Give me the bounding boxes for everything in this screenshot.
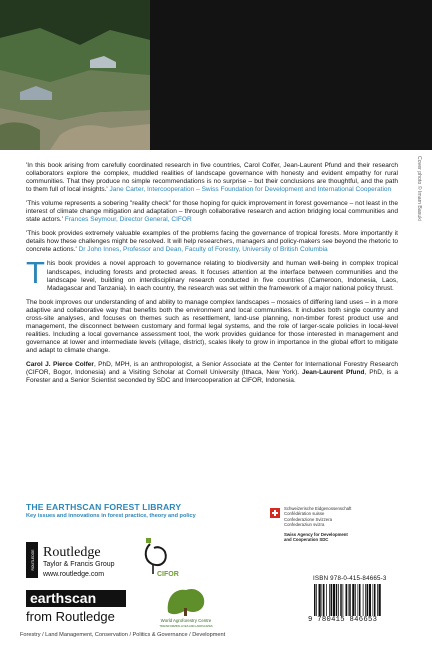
barcode-bar xyxy=(374,584,376,616)
description-lead xyxy=(26,255,398,292)
quote-2-attribution: Frances Seymour, Director General, CIFOR xyxy=(62,216,192,224)
author-1-name: Carol J. Pierce Colfer xyxy=(26,360,94,368)
barcode-bar xyxy=(323,584,325,616)
barcode xyxy=(312,584,400,618)
routledge-url: www.routledge.com xyxy=(43,571,105,578)
icraf-name: World Agroforestry Centre xyxy=(160,618,212,623)
photo-credit xyxy=(414,156,424,306)
earthscan-logo xyxy=(26,590,126,624)
barcode-bar xyxy=(365,584,366,616)
routledge-logo xyxy=(26,542,115,578)
barcode-bar xyxy=(367,584,369,616)
cover-photo xyxy=(0,0,150,150)
barcode-bar xyxy=(340,584,342,616)
swiss-line-3: Confederazione Svizzera xyxy=(284,516,333,522)
barcode-bar xyxy=(316,584,317,616)
author-2-name: Jean-Laurent Pfund xyxy=(301,369,365,377)
barcode-bar xyxy=(358,584,359,616)
barcode-bar xyxy=(355,584,356,616)
barcode-number: 9 780415 846653 xyxy=(308,616,378,624)
icraf-tagline: TRANSFORMING LIVES AND LANDSCAPES xyxy=(159,625,213,628)
barcode-bar xyxy=(343,584,344,616)
author-bios xyxy=(26,361,398,385)
quote-3-text: 'This book provides extremely valuable examples of the problems facing the governance of tropical forests. More importantly it details how these challenges might be resolved. It will help researchers, managers and policy-makers see beyond the rhetoric to concrete actions.' xyxy=(26,230,398,254)
isbn: ISBN 978-0-415-84665-3 xyxy=(313,575,387,582)
swiss-languages xyxy=(284,506,351,528)
earthscan-name: earthscan xyxy=(30,590,97,606)
quote-3-attribution: Dr John Innes, Professor and Dean, Faculty of Forestry, University of British Columbia xyxy=(76,246,328,254)
swiss-agency xyxy=(284,532,348,543)
swiss-flag-icon xyxy=(270,508,280,518)
barcode-bar xyxy=(348,584,349,616)
quote-1-text: 'In this book arising from carefully coordinated research in five countries, Carol Colfer, Jean-Laurent Pfund and their research collaborators explore the complex, muddled realities of landscape governance with honesty and evident empathy for rural communities. That they produce no simple recommendations is no surprise – but their conclusions are thoughtful, and the path to them full of local insights.' xyxy=(26,162,398,194)
barcode-bar xyxy=(319,584,321,616)
quote-1 xyxy=(26,162,398,194)
barcode-bar xyxy=(352,584,354,616)
barcode-bar xyxy=(333,584,335,616)
quote-2-text: 'This volume represents a sobering "reality check" for those hoping for quick improvement in forest governance – not least in the interest of climate change mitigation and adaptation – through collaborative research and action bridging local communities and state actors.' xyxy=(26,200,398,224)
swiss-line-1: Schweizerische Eidgenossenschaft xyxy=(284,506,352,511)
series-block xyxy=(26,502,226,519)
swiss-agency-line-2: and Cooperation SDC xyxy=(284,537,329,543)
routledge-name: Routledge xyxy=(43,545,101,560)
description-para-2: The book improves our understanding of and ability to manage complex landscapes – mosaics of differing land uses – in a more adaptive and collaborative way that benefits both the environment and local communities. It includes both single country and cross-site analyses, and focuses on themes such as resettlement, land-use planning, non-timber forest product use and management, the disconnect between customary and formal legal systems, and the role of larger-scale policies in local-level realities. Including a local governance assessment tool, the work provides guidance for those interested in management and governance at lower and intermediate levels (village, district), scales likely to grow in importance in the global effort to mitigate and adapt to climate change. xyxy=(26,298,398,354)
author-2-bio: , PhD, is a Forester and a Senior Scientist seconded by SDC and Intercooperation at CIFOR, Indonesia. xyxy=(26,369,399,385)
barcode-bar xyxy=(369,584,371,616)
top-photo-band xyxy=(0,0,432,150)
swiss-line-2: Confédération suisse xyxy=(284,511,325,517)
description-lead-text: his book provides a novel approach to governance relating to biodiversity and human well-being in complex tropical landscapes, including forests and protected areas. It focuses attention at the interface between communities and the landscape level, building on interdisciplinary research conducted in five countries (Cameroon, Indonesia, Laos, Madagascar and Tanzania). In each country, the research was set within the framework of a major national policy thrust. xyxy=(46,260,398,292)
barcode-bar xyxy=(331,584,333,616)
subject-categories: Forestry / Land Management, Conservation / Politics & Governance / Development xyxy=(20,632,226,638)
text-body xyxy=(26,162,398,391)
quote-1-attribution: Jane Carter, Intercooperation – Swiss Foundation for Development and International Cooperation xyxy=(107,186,392,194)
barcode-bar xyxy=(349,584,351,616)
barcode-bar xyxy=(359,584,361,616)
barcode-bar xyxy=(314,584,316,616)
quote-2 xyxy=(26,200,398,224)
author-1-bio: , PhD, MPH, is an anthropologist, a Senior Associate at the Center for International Forestry Research (CIFOR, Bogor, Indonesia) and a Visiting Scholar at Cornell University (Ithaca, New York). xyxy=(26,360,398,377)
barcode-bar xyxy=(326,584,327,616)
cifor-name: CIFOR xyxy=(157,571,179,578)
publisher-logos xyxy=(26,534,276,634)
barcode-bar xyxy=(329,584,330,616)
icraf-logo xyxy=(159,589,213,628)
cifor-logo xyxy=(146,538,179,578)
barcode-bar xyxy=(377,584,378,616)
drop-cap: T xyxy=(26,255,45,291)
barcode-bar xyxy=(379,584,381,616)
series-subtitle: Key issues and innovations in forest practice, theory and policy xyxy=(26,513,196,519)
barcode-bar xyxy=(373,584,374,616)
swiss-line-4: Confederaziun svizra xyxy=(284,522,325,528)
quote-3 xyxy=(26,230,398,254)
series-title: THE EARTHSCAN FOREST LIBRARY xyxy=(26,502,182,512)
earthscan-imprint-line: from Routledge xyxy=(26,609,115,624)
barcode-bar xyxy=(346,584,348,616)
barcode-bar xyxy=(336,584,338,616)
routledge-spine-mark: ROUTLEDGE xyxy=(31,549,35,571)
barcode-bar xyxy=(322,584,323,616)
swiss-agency-line-1: Swiss Agency for Development xyxy=(284,532,348,537)
barcode-bar xyxy=(363,584,364,616)
routledge-tagline: Taylor & Francis Group xyxy=(43,561,115,568)
barcode-bar xyxy=(338,584,339,616)
swiss-sdc-logo xyxy=(270,506,410,556)
photo-credit-text: Cover photo © Imam Basuki xyxy=(416,156,422,221)
